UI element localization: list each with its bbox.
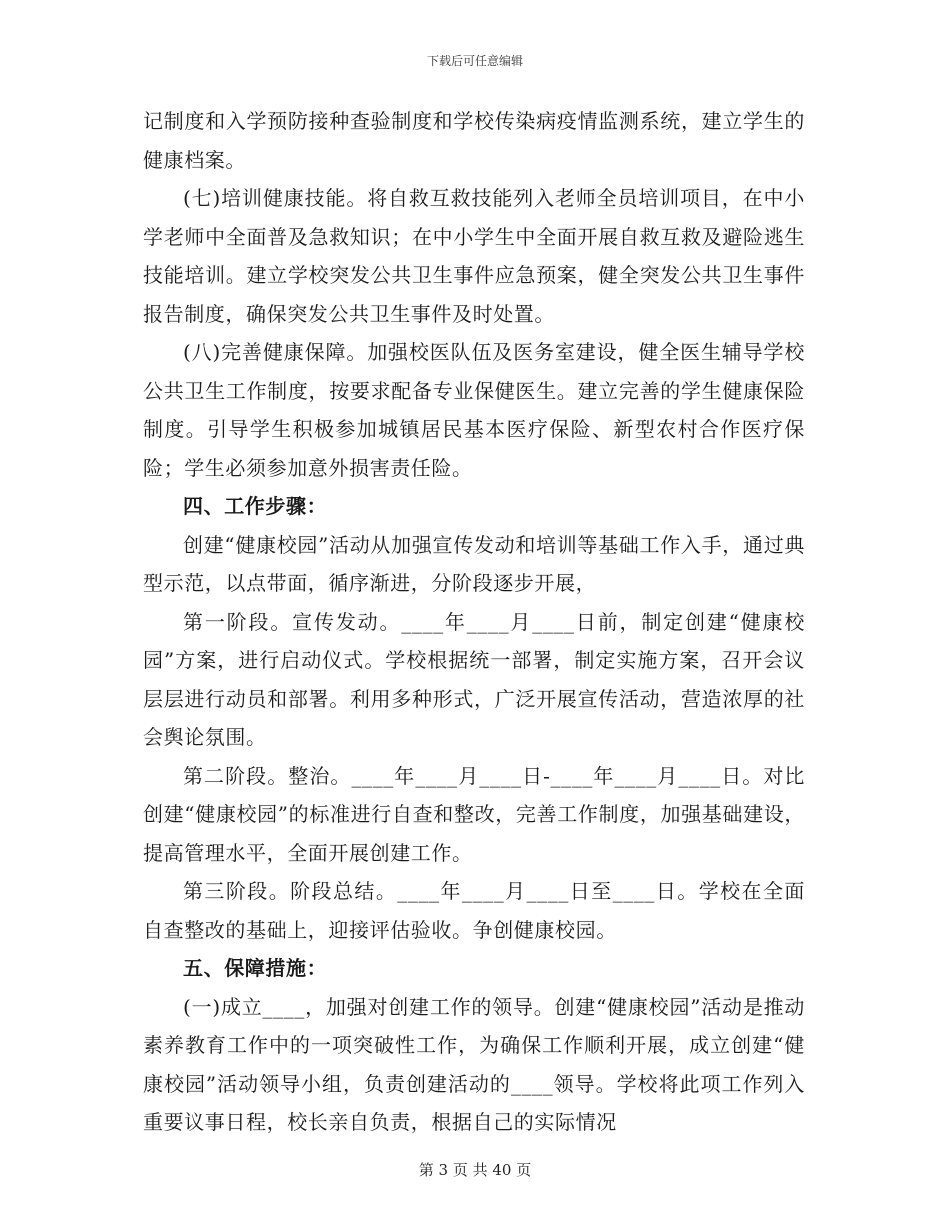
paragraph-steps-intro: 创建“健康校园”活动从加强宣传发动和培训等基础工作入手，通过典型示范，以点带面，循序渐进，分阶段逐步开展， [143, 532, 805, 595]
section-heading-safeguards: 五、保障措施： [183, 956, 328, 980]
paragraph-training-skills: (七)培训健康技能。将自救互救技能列入老师全员培训项目，在中小学老师中全面普及急救知识；在中小学生中全面开展自救互救及避险逃生技能培训。建立学校突发公共卫生事件应急预案，健全突发公共卫生事件报告制度，确保突发公共卫生事件及时处置。 [143, 186, 805, 326]
paragraph-stage-three: 第三阶段。阶段总结。____年____月____日至____日。学校在全面自查整改的基础上，迎接评估验收。争创健康校园。 [143, 879, 805, 942]
paragraph-stage-two: 第二阶段。整治。____年____月____日-____年____月____日。对比创建“健康校园”的标准进行自查和整改，完善工作制度，加强基础建设，提高管理水平，全面开展创建工作。 [143, 763, 805, 865]
paragraph-health-guarantee: (八)完善健康保障。加强校医队伍及医务室建设，健全医生辅导学校公共卫生工作制度，按要求配备专业保健医生。建立完善的学生健康保险制度。引导学生积极参加城镇居民基本医疗保险、新型农村合作医疗保险；学生必须参加意外损害责任险。 [143, 340, 805, 480]
page-number: 第 3 页 共 40 页 [418, 1161, 532, 1179]
paragraph-continuation: 记制度和入学预防接种查验制度和学校传染病疫情监测系统，建立学生的健康档案。 [143, 109, 805, 172]
document-body [143, 102, 805, 1142]
paragraph-leadership: (一)成立____，加强对创建工作的领导。创建“健康校园”活动是推动素养教育工作中的一项突破性工作，为确保工作顺利开展，成立创建“健康校园”活动领导小组，负责创建活动的____领导。学校将此项工作列入重要议事日程，校长亲自负责，根据自己的实际情况 [143, 994, 805, 1134]
paragraph-stage-one: 第一阶段。宣传发动。____年____月____日前，制定创建“健康校园”方案，进行启动仪式。学校根据统一部署，制定实施方案，召开会议层层进行动员和部署。利用多种形式，广泛开展宣传活动，营造浓厚的社会舆论氛围。 [143, 609, 805, 749]
page-header: 下载后可任意编辑 [426, 54, 523, 68]
section-heading-work-steps: 四、工作步骤： [183, 494, 328, 518]
